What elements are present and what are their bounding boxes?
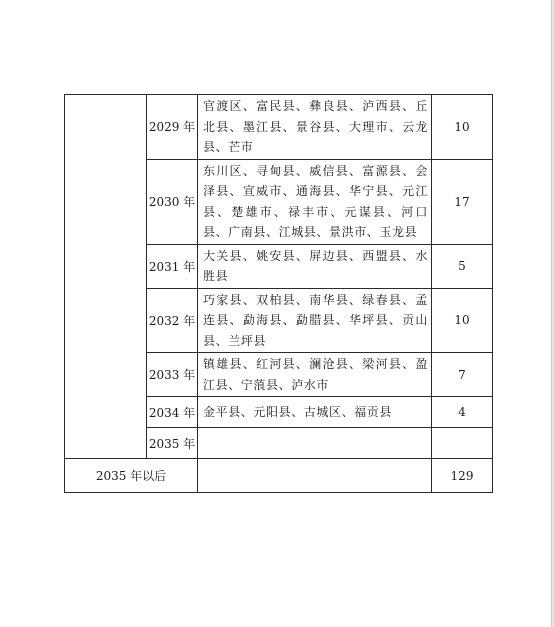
table-row [65, 459, 493, 493]
year-cell: 2032 年 [147, 288, 198, 353]
year-cell: 2030 年 [147, 159, 198, 244]
count-cell [432, 428, 493, 459]
count-cell: 129 [432, 459, 493, 493]
count-cell: 10 [432, 95, 493, 160]
counties-cell [198, 428, 432, 459]
counties-cell: 官渡区、富民县、彝良县、泸西县、丘北县、墨江县、景谷县、大理市、云龙县、芒市 [198, 95, 432, 160]
year-cell: 2029 年 [147, 95, 198, 160]
counties-cell: 镇雄县、红河县、澜沧县、梁河县、盈江县、宁蒗县、泸水市 [198, 353, 432, 397]
counties-cell: 巧家县、双柏县、南华县、绿春县、孟连县、勐海县、勐腊县、华坪县、贡山县、兰坪县 [198, 288, 432, 353]
count-cell: 10 [432, 288, 493, 353]
merged-group-cell [65, 95, 147, 459]
year-cell: 2031 年 [147, 244, 198, 288]
year-cell: 2033 年 [147, 353, 198, 397]
after-2035-label-cell: 2035 年以后 [65, 459, 198, 493]
county-schedule-table [64, 94, 493, 493]
counties-cell: 东川区、寻甸县、威信县、富源县、会泽县、宣威市、通海县、华宁县、元江县、楚雄市、禄丰市、元谋县、河口县、广南县、江城县、景洪市、玉龙县 [198, 159, 432, 244]
year-cell: 2034 年 [147, 397, 198, 428]
counties-cell [198, 459, 432, 493]
count-cell: 17 [432, 159, 493, 244]
counties-cell: 大关县、姚安县、屏边县、西盟县、水胜县 [198, 244, 432, 288]
count-cell: 4 [432, 397, 493, 428]
table-row [65, 95, 493, 160]
year-cell: 2035 年 [147, 428, 198, 459]
counties-cell: 金平县、元阳县、古城区、福贡县 [198, 397, 432, 428]
count-cell: 5 [432, 244, 493, 288]
count-cell: 7 [432, 353, 493, 397]
